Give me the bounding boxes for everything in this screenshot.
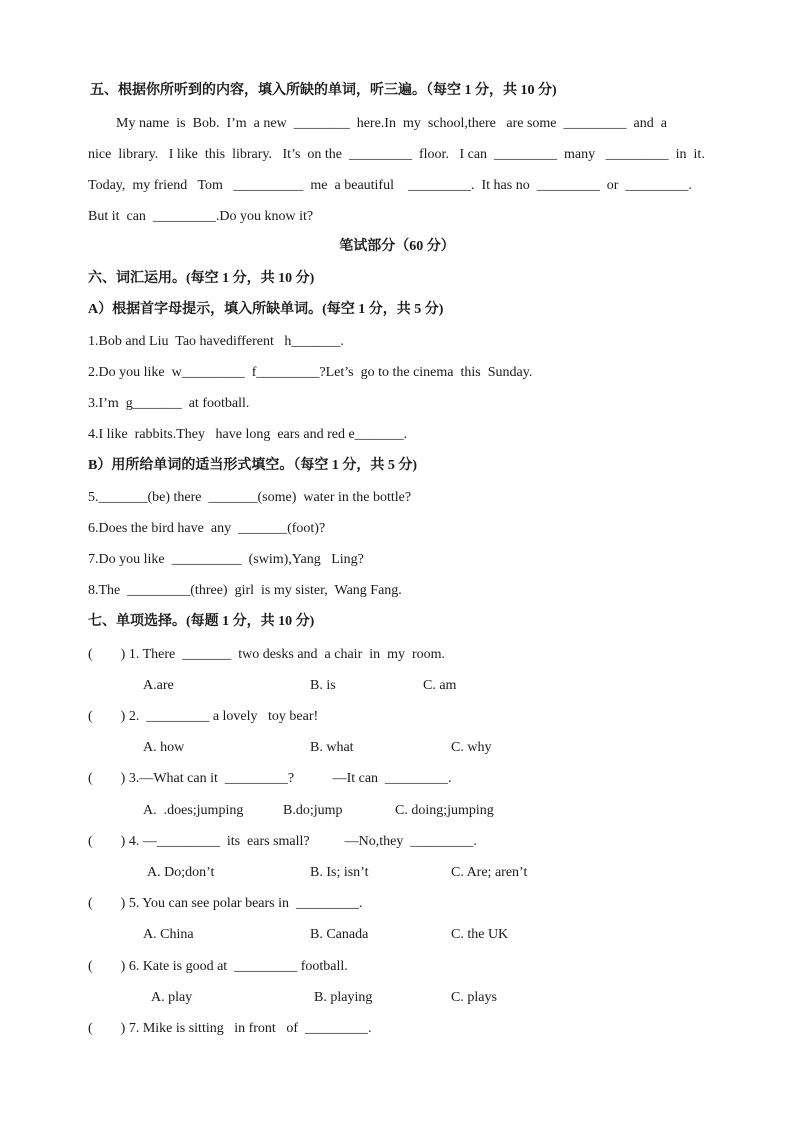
vocab-item-7: 7.Do you like __________ (swim),Yang Ling? [88, 552, 364, 567]
question-5-option-b: B. Canada [310, 927, 369, 942]
question-1-option-a: A.are [143, 678, 174, 693]
question-5-stem: ( ) 5. You can see polar bears in _________. [88, 896, 363, 911]
section5-line-2: nice library. I like this library. It’s on the _________ floor. I can _________ many _________ in it. [88, 147, 705, 162]
question-6-option-a: A. play [151, 990, 193, 1005]
section6-partB-heading: B）用所给单词的适当形式填空。（每空 1 分，共 5 分) [88, 458, 417, 473]
section5-line-1: My name is Bob. I’m a new ________ here.In my school,there are some _________ and a [116, 116, 667, 131]
question-3-option-c: C. doing;jumping [395, 803, 494, 818]
vocab-item-1: 1.Bob and Liu Tao havedifferent h_______. [88, 334, 344, 349]
question-4-option-b: B. Is; isn’t [310, 865, 369, 880]
vocab-item-2: 2.Do you like w_________ f_________?Let’s go to the cinema this Sunday. [88, 365, 533, 380]
section7-heading: 七、单项选择。(每题 1 分，共 10 分) [88, 614, 315, 629]
vocab-item-5: 5._______(be) there _______(some) water in the bottle? [88, 490, 412, 505]
section5-heading: 五、根据你所听到的内容，填入所缺的单词，听三遍。（每空 1 分，共 10 分) [90, 83, 557, 98]
question-4-option-c: C. Are; aren’t [451, 865, 528, 880]
question-2-option-c: C. why [451, 740, 492, 755]
question-4-stem: ( ) 4. —_________ its ears small? —No,they _________. [88, 834, 477, 849]
question-3-option-a: A. .does;jumping [143, 803, 244, 818]
question-1-option-b: B. is [310, 678, 336, 693]
question-3-option-b: B.do;jump [283, 803, 343, 818]
question-2-stem: ( ) 2. _________ a lovely toy bear! [88, 709, 319, 724]
vocab-item-6: 6.Does the bird have any _______(foot)? [88, 521, 326, 536]
question-2-option-b: B. what [310, 740, 354, 755]
section6-heading: 六、词汇运用。(每空 1 分，共 10 分) [88, 271, 315, 286]
written-part-title: 笔试部分（60 分） [339, 239, 455, 254]
question-7-stem: ( ) 7. Mike is sitting in front of _________. [88, 1021, 372, 1036]
section5-line-4: But it can _________.Do you know it? [88, 209, 314, 224]
question-6-option-b: B. playing [314, 990, 373, 1005]
question-1-option-c: C. am [423, 678, 457, 693]
question-4-option-a: A. Do;don’t [147, 865, 215, 880]
question-3-stem: ( ) 3.—What can it _________? —It can _________. [88, 771, 452, 786]
vocab-item-4: 4.I like rabbits.They have long ears and red e_______. [88, 427, 408, 442]
question-5-option-a: A. China [143, 927, 194, 942]
question-6-option-c: C. plays [451, 990, 497, 1005]
question-1-stem: ( ) 1. There _______ two desks and a chair in my room. [88, 647, 446, 662]
question-6-stem: ( ) 6. Kate is good at _________ football. [88, 959, 348, 974]
section5-line-3: Today, my friend Tom __________ me a beautiful _________. It has no _________ or _________. [88, 178, 692, 193]
question-2-option-a: A. how [143, 740, 185, 755]
vocab-item-3: 3.I’m g_______ at football. [88, 396, 250, 411]
vocab-item-8: 8.The _________(three) girl is my sister, Wang Fang. [88, 583, 402, 598]
question-5-option-c: C. the UK [451, 927, 509, 942]
section6-partA-heading: A）根据首字母提示，填入所缺单词。(每空 1 分，共 5 分) [88, 302, 444, 317]
